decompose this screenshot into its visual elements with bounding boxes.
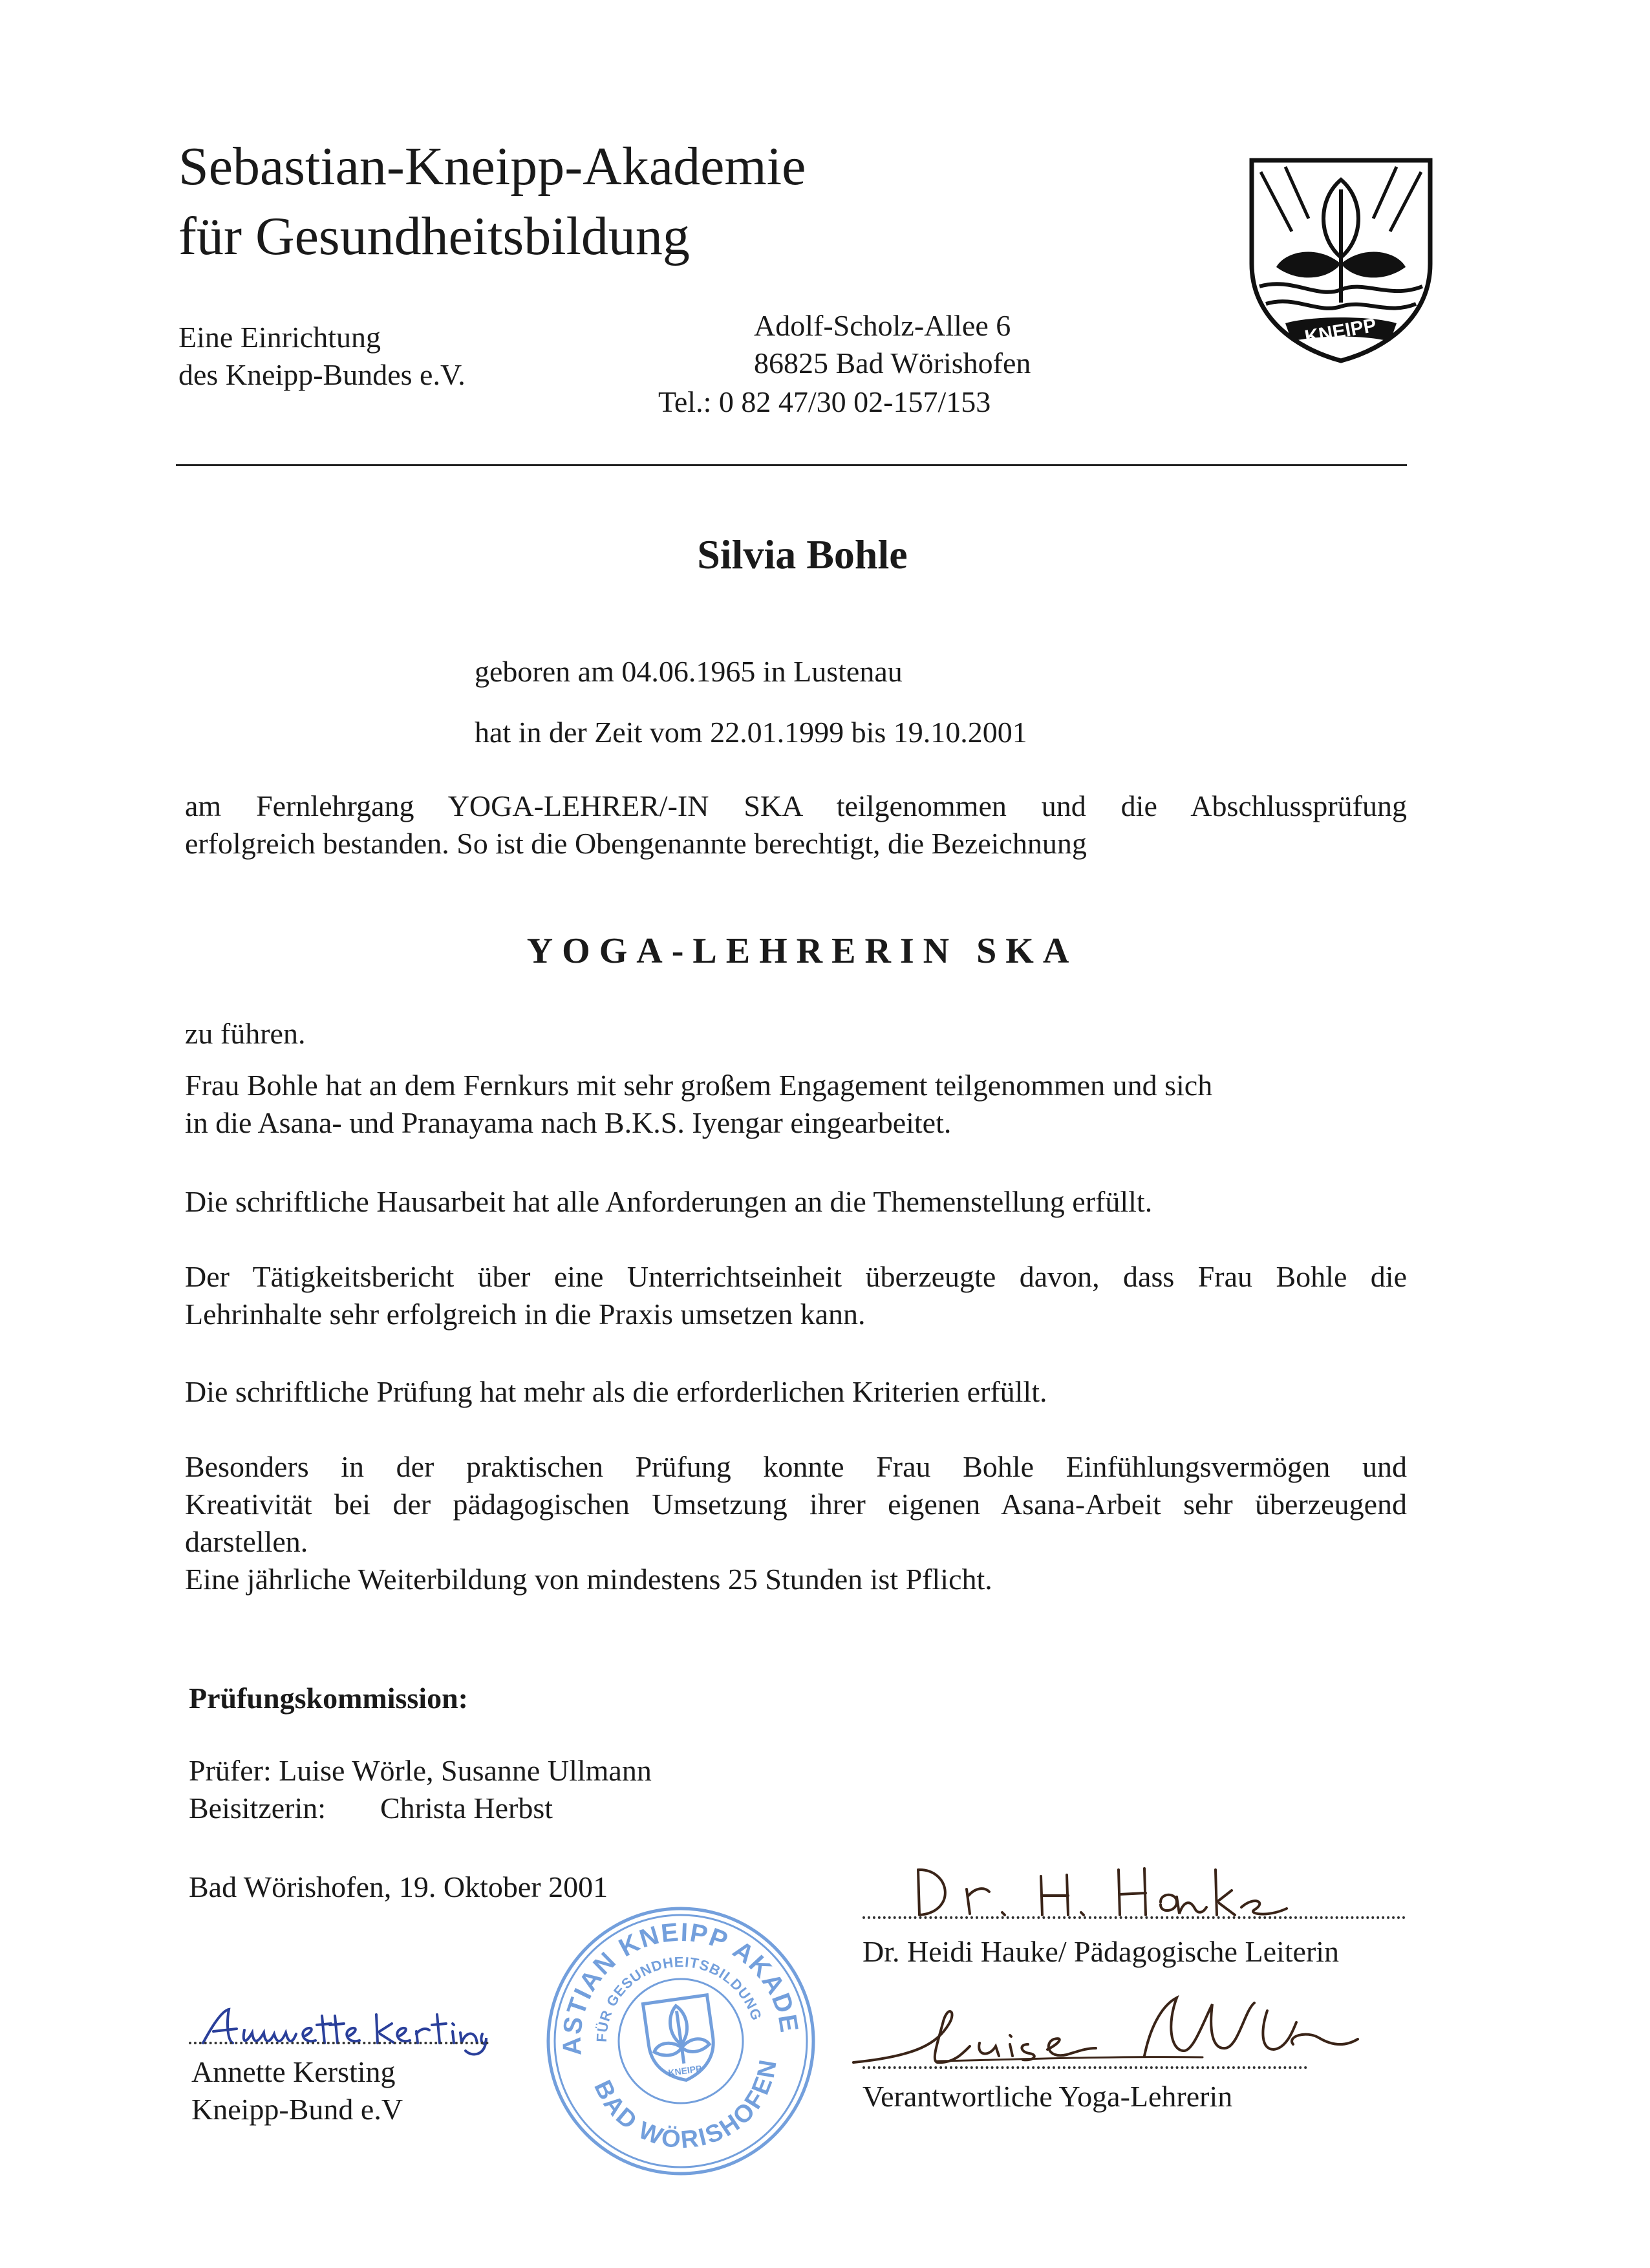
paragraph2: Die schriftliche Hausarbeit hat alle Anforderungen an die Themenstellung erfüllt. <box>185 1185 1153 1218</box>
signatory-woerle: Verantwortliche Yoga-Lehrerin <box>862 2080 1233 2113</box>
header-divider <box>176 464 1407 466</box>
stamp-center-text: KNEIPP <box>667 2063 703 2079</box>
paragraph4: Die schriftliche Prüfung hat mehr als die erforderlichen Kriterien erfüllt. <box>185 1375 1047 1408</box>
signature-line-left <box>189 2042 489 2044</box>
signatory-kersting: Annette Kersting <box>191 2055 396 2088</box>
stamp-bottom-text: BAD WÖRISHOFEN <box>588 2056 783 2154</box>
paragraph1-line1: Frau Bohle hat an dem Fernkurs mit sehr großem Engagement teilgenommen und sich <box>185 1069 1213 1102</box>
institution-subtitle-line2: des Kneipp-Bundes e.V. <box>178 358 466 391</box>
official-stamp <box>542 1902 820 2180</box>
paragraph5-line1: Besonders in der praktischen Prüfung konnte Frau Bohle Einfühlungsvermögen und <box>185 1450 1407 1483</box>
assessor-label: Beisitzerin: <box>189 1792 327 1824</box>
paragraph5-line3: darstellen. <box>185 1525 308 1558</box>
examiners: Prüfer: Luise Wörle, Susanne Ullmann <box>189 1754 652 1787</box>
place-date: Bad Wörishofen, 19. Oktober 2001 <box>189 1870 608 1903</box>
course-text-line2: erfolgreich bestanden. So ist die Obengenannte berechtigt, die Bezeichnung <box>185 827 1087 860</box>
paragraph1-line2: in die Asana- und Pranayama nach B.K.S. Iyengar eingearbeitet. <box>185 1106 952 1139</box>
assessor-name: Christa Herbst <box>380 1792 553 1824</box>
recipient-name: Silvia Bohle <box>697 531 908 577</box>
course-period: hat in der Zeit vom 22.01.1999 bis 19.10.2001 <box>475 716 1027 749</box>
institution-subtitle-line1: Eine Einrichtung <box>178 321 381 354</box>
signatory-hauke: Dr. Heidi Hauke/ Pädagogische Leiterin <box>862 1935 1340 1968</box>
birth-info: geboren am 04.06.1965 in Lustenau <box>475 655 903 688</box>
commission-heading: Prüfungskommission: <box>189 1682 468 1715</box>
institution-name-line2: für Gesundheitsbildung <box>178 206 690 266</box>
logo-wordmark: KNEIPP <box>1303 314 1378 348</box>
course-text-line1: am Fernlehrgang YOGA-LEHRER/-IN SKA teilgenommen und die Abschlussprüfung <box>185 789 1407 822</box>
paragraph5-line4: Eine jährliche Weiterbildung von mindestens 25 Stunden ist Pflicht. <box>185 1563 992 1596</box>
stamp-inner-text: FÜR GESUNDHEITSBILDUNG <box>593 1953 766 2043</box>
institution-name-line1: Sebastian-Kneipp-Akademie <box>178 136 806 197</box>
address-phone: Tel.: 0 82 47/30 02-157/153 <box>658 385 991 418</box>
certificate-title: YOGA-LEHRERIN SKA <box>526 931 1078 971</box>
address-street: Adolf-Scholz-Allee 6 <box>754 309 1011 342</box>
signature-woerle <box>841 1985 1371 2075</box>
paragraph5-line2: Kreativität bei der pädagogischen Umsetzung ihrer eigenen Asana-Arbeit sehr überzeugend <box>185 1488 1407 1521</box>
paragraph3-line1: Der Tätigkeitsbericht über eine Unterrichtseinheit überzeugte davon, dass Frau Bohle die <box>185 1260 1407 1293</box>
signature-line-right2 <box>862 2066 1307 2069</box>
paragraph3-line2: Lehrinhalte sehr erfolgreich in die Praxis umsetzen kann. <box>185 1298 866 1331</box>
title-suffix: zu führen. <box>185 1017 306 1050</box>
signatory-kersting-org: Kneipp-Bund e.V <box>191 2093 403 2126</box>
signature-kersting <box>194 1998 491 2056</box>
stamp-top-text: SEBASTIAN KNEIPP AKADEMIE <box>557 1918 804 2057</box>
kneipp-logo <box>1247 154 1435 365</box>
signature-hauke <box>905 1850 1306 1921</box>
address-city: 86825 Bad Wörishofen <box>754 347 1031 380</box>
signature-line-right1 <box>862 1916 1406 1919</box>
